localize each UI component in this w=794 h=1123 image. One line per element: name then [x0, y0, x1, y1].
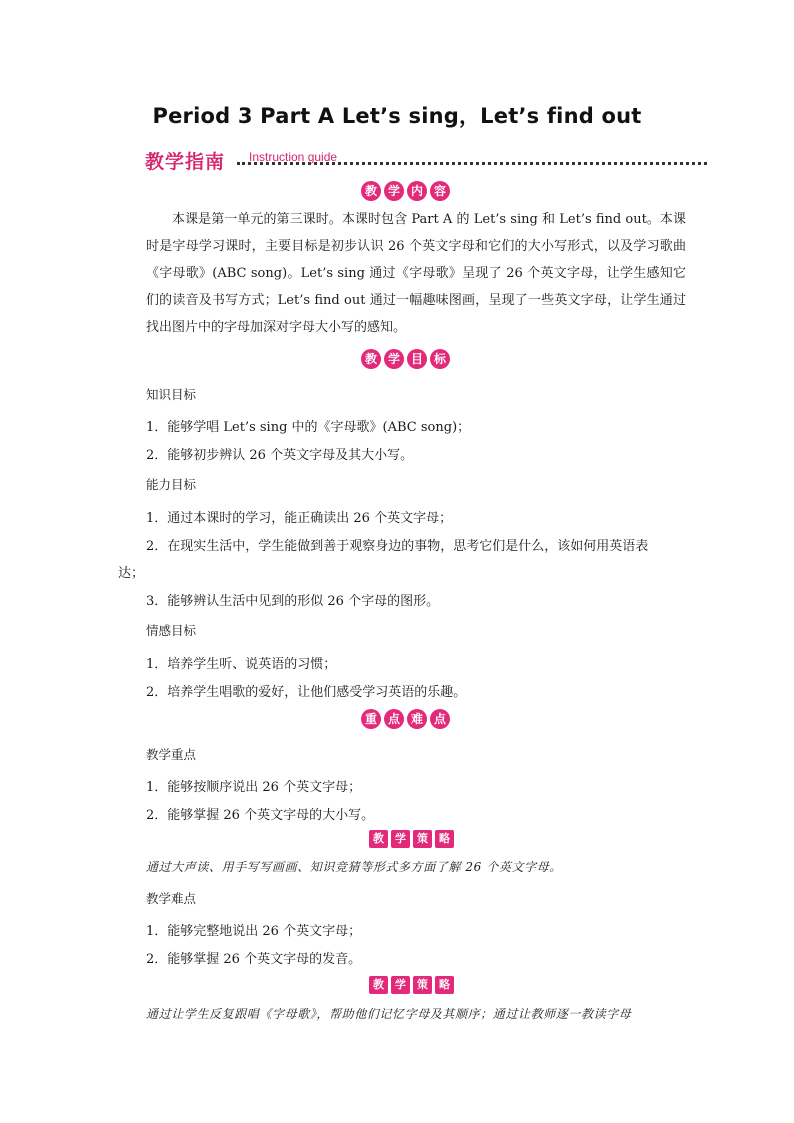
- teaching-focus-2: 2．能够掌握 26 个英文字母的大小写。: [146, 808, 375, 823]
- teaching-difficulty-heading: 教学难点: [146, 891, 197, 906]
- ability-goals-heading: 能力目标: [146, 477, 197, 492]
- teaching-content-text: 本课是第一单元的第三课时。本课时包含 Part A 的 Let’s sing 和 Let’s find out。本课时是字母学习课时，主要目标是初步认识 26 个英文字母和它们的大小写形式，以及学习歌曲《字母歌》(ABC song)。Let’s sing 通过《字母歌》呈现了 26 个英文字母，让学生感知它们的读音及书写方式；Let’s find out 通过一幅趣味图画，呈现了一些英文字母，让学生通过找出图片中的字母加深对字母大小写的感知。: [146, 212, 686, 335]
- emotion-goal-2: 2．培养学生唱歌的爱好，让他们感受学习英语的乐趣。: [146, 685, 467, 700]
- knowledge-goal-2: 2．能够初步辨认 26 个英文字母及其大小写。: [146, 448, 414, 463]
- teaching-focus-1: 1．能够按顺序说出 26 个英文字母；: [146, 780, 362, 795]
- ability-goal-3: 3．能够辨认生活中见到的形似 26 个字母的图形。: [146, 594, 440, 609]
- teaching-difficulty-1: 1．能够完整地说出 26 个英文字母；: [146, 924, 362, 939]
- teaching-focus-heading: 教学重点: [146, 747, 197, 762]
- ability-goal-2a: 2．在现实生活中，学生能做到善于观察身边的事物，思考它们是什么，该如何用英语表: [146, 539, 649, 554]
- teaching-content-badge: 教 学 内 容: [361, 181, 450, 201]
- teaching-difficulty-2: 2．能够掌握 26 个英文字母的发音。: [146, 952, 362, 967]
- instruction-guide-header: [145, 147, 715, 177]
- knowledge-goal-1: 1．能够学唱 Let’s sing 中的《字母歌》(ABC song)；: [146, 420, 471, 435]
- ability-goal-2b: 达；: [118, 566, 145, 581]
- teaching-strategy-badge: 教 学 策 略: [369, 830, 454, 848]
- knowledge-goals-heading: 知识目标: [146, 387, 197, 402]
- teaching-strategy-1: 通过大声读、用手写写画画、知识竞猜等形式多方面了解 26 个英文字母。: [146, 860, 562, 874]
- emotion-goal-1: 1．培养学生听、说英语的习惯；: [146, 657, 337, 672]
- emotion-goals-heading: 情感目标: [146, 623, 197, 638]
- key-points-badge: 重 点 难 点: [361, 709, 450, 729]
- teaching-strategy-2: 通过让学生反复跟唱《字母歌》，帮助他们记忆字母及其顺序；通过让教师逐一教读字母: [146, 1007, 632, 1021]
- page-title: Period 3 Part A Let’s sing，Let’s find out: [152, 104, 642, 128]
- guide-title-en: Instruction guide: [249, 150, 338, 164]
- teaching-goals-badge: 教 学 目 标: [361, 349, 450, 369]
- ability-goal-1: 1．通过本课时的学习，能正确读出 26 个英文字母；: [146, 511, 453, 526]
- guide-title-cn: 教学指南: [145, 151, 226, 173]
- teaching-strategy-badge-2: 教 学 策 略: [369, 976, 454, 994]
